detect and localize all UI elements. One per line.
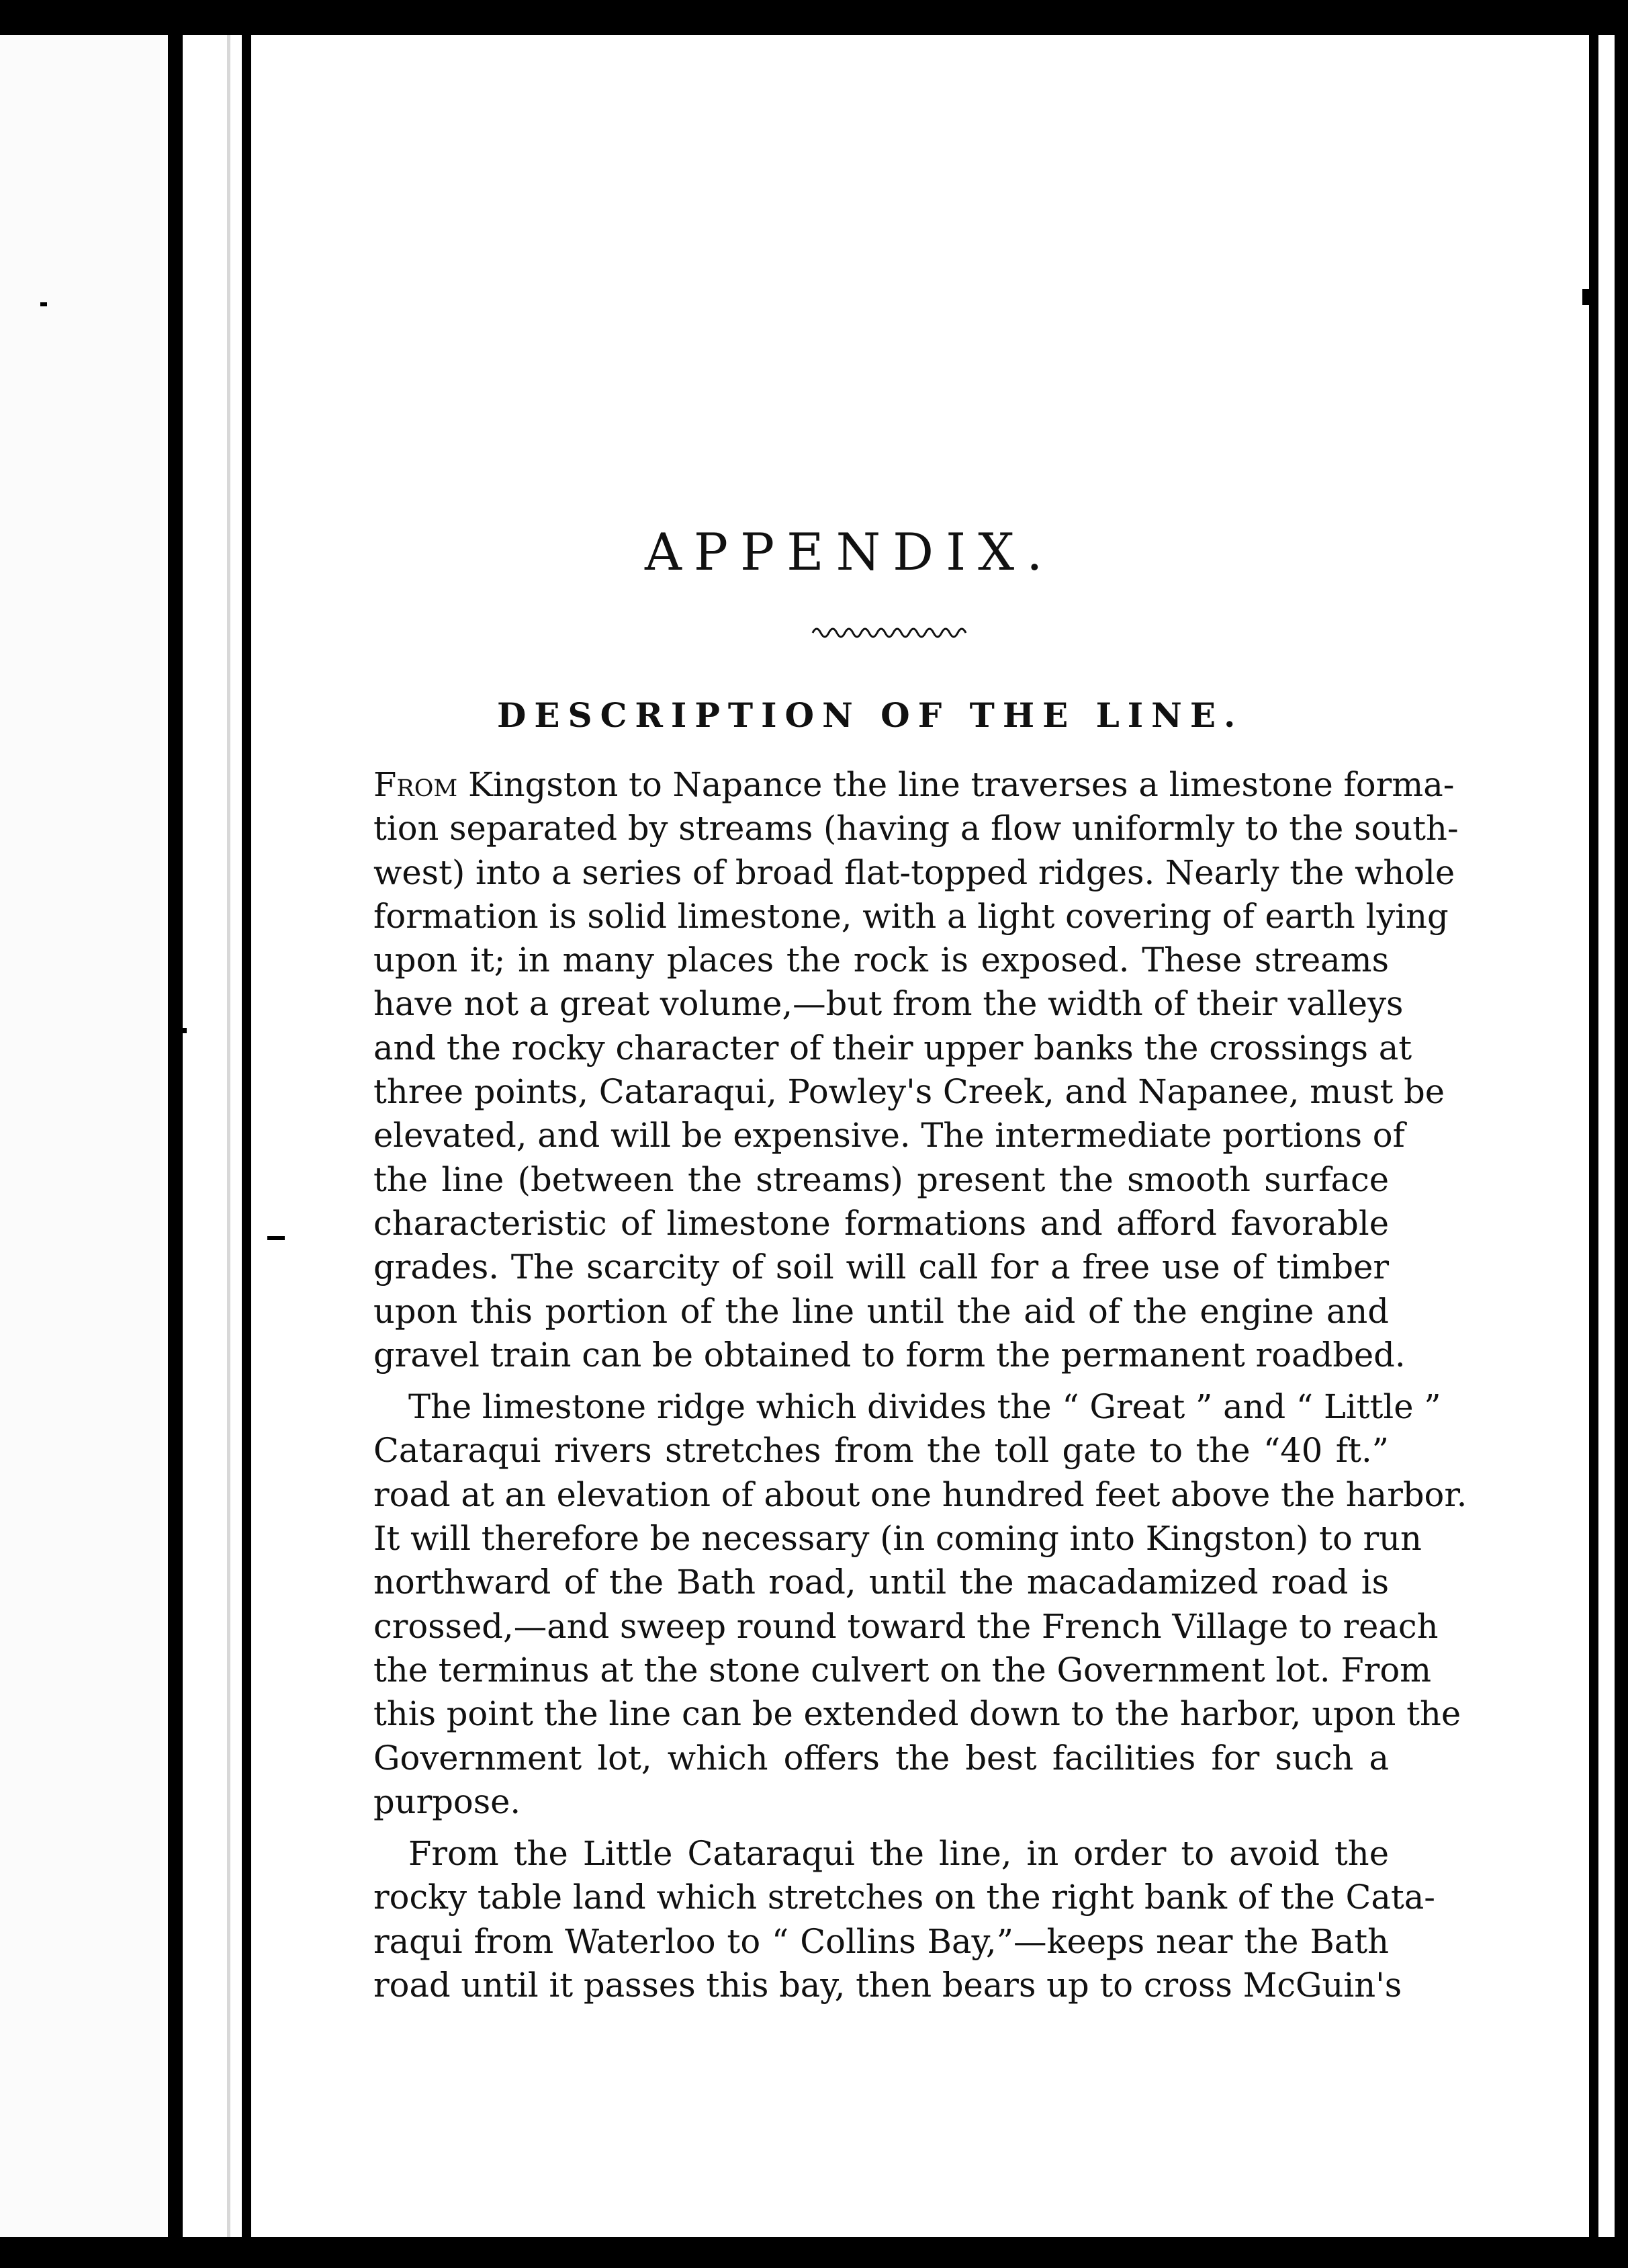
appendix-title: APPENDIX.	[645, 522, 1055, 582]
text-line: Government lot, which offers the best facilities for such a	[373, 1738, 1389, 1778]
text-line: this point the line can be extended down to the harbor, upon the	[373, 1694, 1461, 1734]
line-text: The limestone ridge which divides the “ Great ” and “ Little ”	[408, 1387, 1441, 1427]
scan-speck	[40, 302, 47, 306]
scan-speck	[267, 1236, 285, 1240]
page-edge-left	[242, 27, 251, 2244]
text-line	[373, 1385, 1441, 1429]
text-line: characteristic of limestone formations and afford favorable	[373, 1203, 1389, 1243]
text-line: rocky table land which stretches on the right bank of the Cata-	[373, 1878, 1435, 1917]
text-line: It will therefore be necessary (in coming into Kingston) to run	[373, 1519, 1422, 1559]
text-line: the terminus at the stone culvert on the Government lot. From	[373, 1650, 1432, 1690]
wavy-rule-ornament	[810, 621, 971, 641]
scan-speck	[176, 1028, 187, 1033]
facing-page-edge	[0, 35, 168, 2237]
text-line: formation is solid limestone, with a light covering of earth lying	[373, 896, 1449, 936]
facing-page-shadow	[227, 35, 230, 2237]
text-line	[373, 763, 1455, 807]
text-line: tion separated by streams (having a flow uniformly to the south-	[373, 809, 1459, 848]
text-line: grades. The scarcity of soil will call for a free use of timber	[373, 1248, 1389, 1287]
text-line: and the rocky character of their upper banks the crossings at	[373, 1028, 1412, 1067]
text-line: raqui from Waterloo to “ Collins Bay,”—keeps near the Bath	[373, 1921, 1389, 1961]
paragraph-1	[373, 763, 1459, 1377]
body-text	[373, 763, 1467, 2007]
section-title: DESCRIPTION OF THE LINE.	[497, 695, 1244, 735]
text-line: northward of the Bath road, until the macadamized road is	[373, 1563, 1389, 1602]
text-line: elevated, and will be expensive. The intermediate portions of	[373, 1116, 1405, 1155]
paragraph-3	[373, 1832, 1435, 2007]
text-line: upon it; in many places the rock is exposed. These streams	[373, 941, 1389, 980]
text-line	[373, 1832, 1389, 1876]
text-line: have not a great volume,—but from the width of their valleys	[373, 984, 1404, 1024]
text-line: Cataraqui rivers stretches from the toll gate to the “40 ft.”	[373, 1431, 1389, 1471]
line-text: Kingston to Napance the line traverses a limestone forma-	[457, 765, 1455, 804]
scan-speck	[1582, 289, 1589, 305]
text-line: crossed,—and sweep round toward the French Village to reach	[373, 1606, 1439, 1646]
text-line: road until it passes this bay, then bears up to cross McGuin's	[373, 1966, 1402, 2005]
text-line: the line (between the streams) present the smooth surface	[373, 1160, 1389, 1199]
text-line: west) into a series of broad flat-topped ridges. Nearly the whole	[373, 853, 1455, 892]
scan-border-right	[1615, 0, 1628, 2268]
text-line: upon this portion of the line until the aid of the engine and	[373, 1291, 1389, 1331]
page-edge-right	[1589, 34, 1598, 2237]
text-line: three points, Cataraqui, Powley's Creek, and Napanee, must be	[373, 1072, 1445, 1112]
text-line: purpose.	[373, 1782, 521, 1821]
text-line: gravel train can be obtained to form the permanent roadbed.	[373, 1335, 1406, 1375]
line-text: From the Little Cataraqui the line, in order to avoid the	[408, 1834, 1389, 1874]
lead-word: From	[373, 765, 458, 804]
book-gutter	[168, 0, 183, 2268]
paragraph-2	[373, 1385, 1467, 1824]
text-line: road at an elevation of about one hundred feet above the harbor.	[373, 1475, 1467, 1514]
